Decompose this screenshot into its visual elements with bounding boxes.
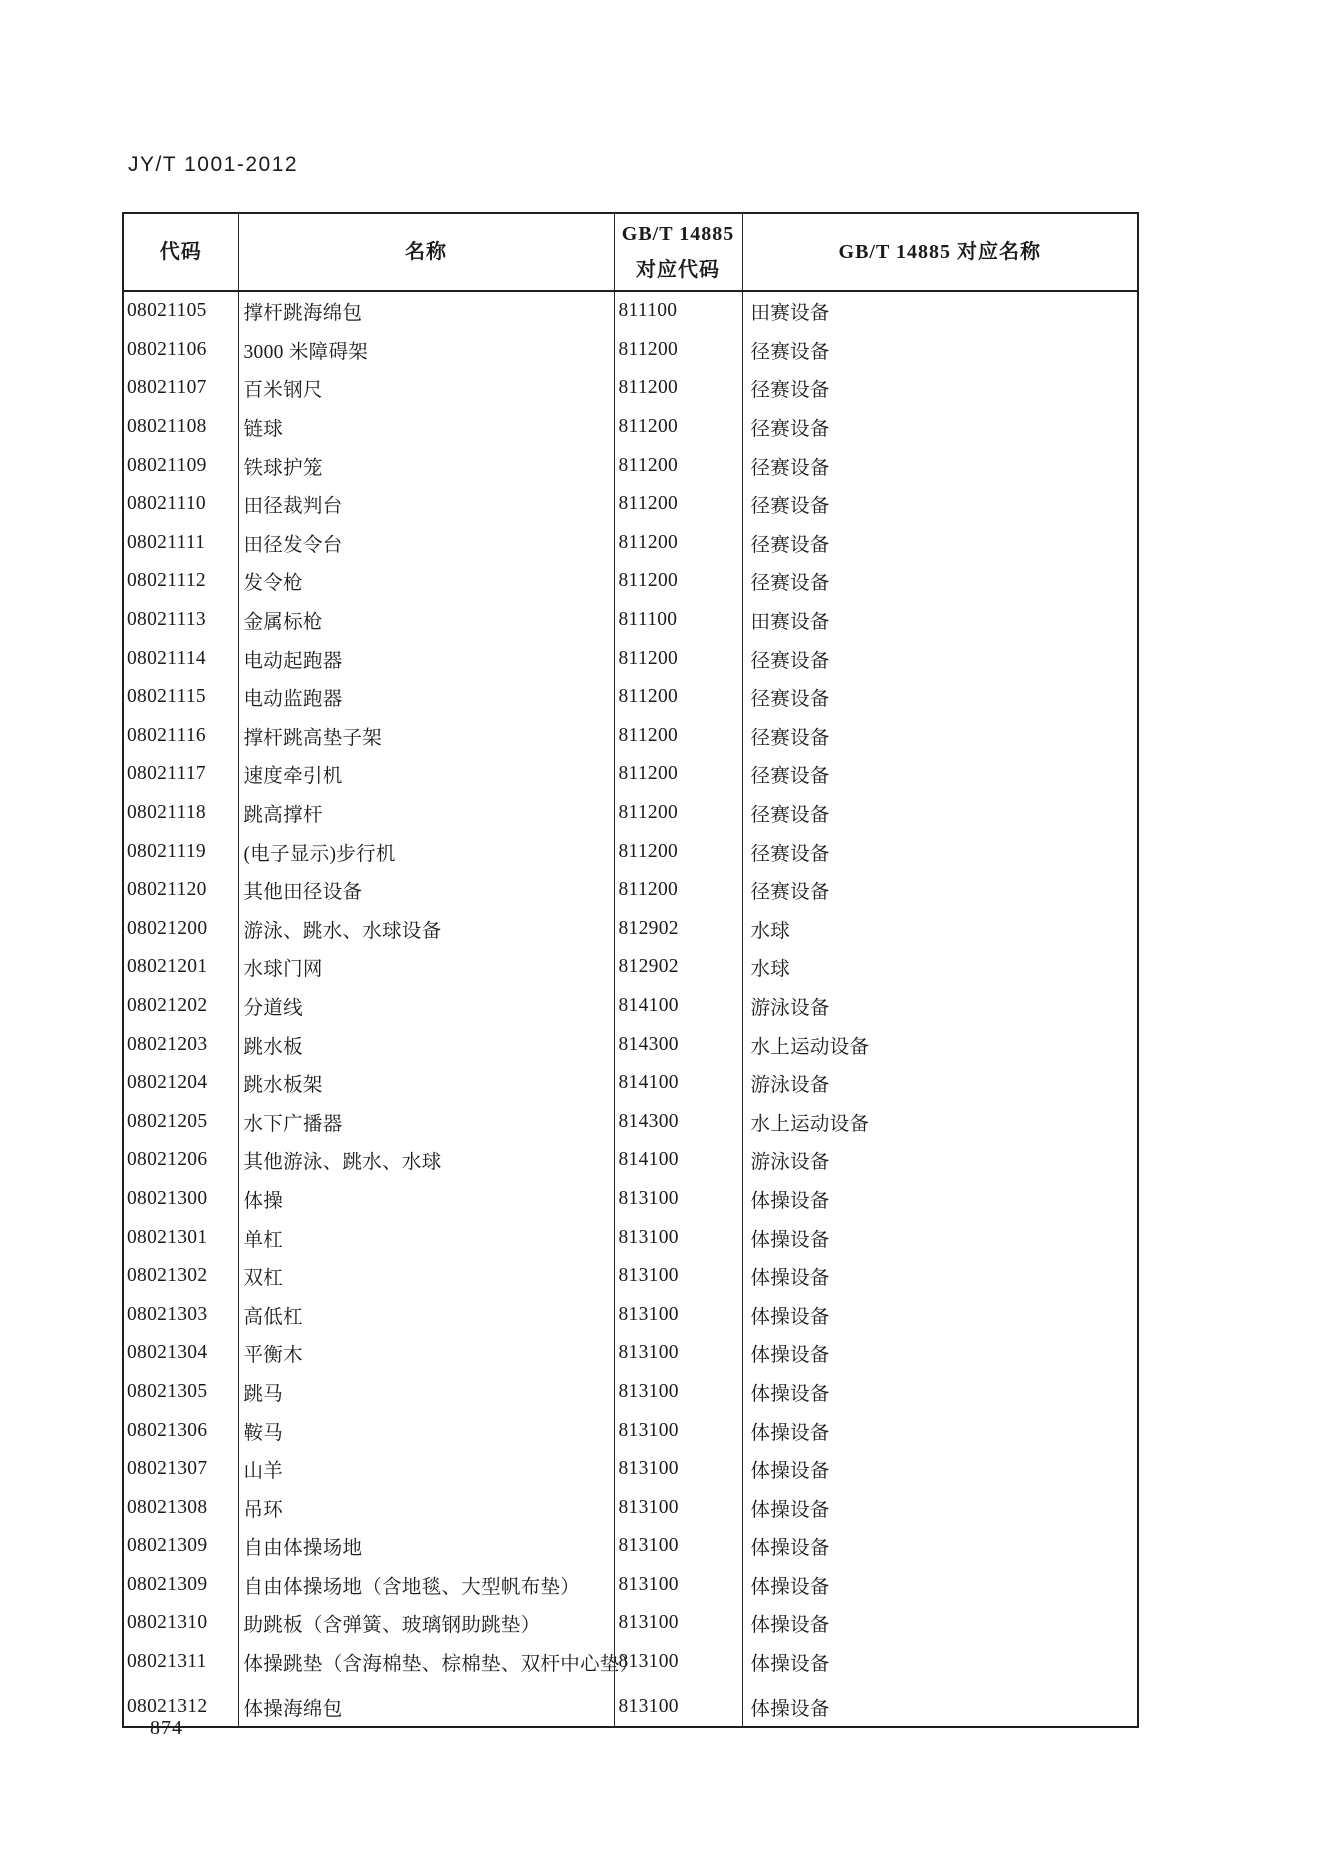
cell-gbt-name: 径赛设备 [742, 832, 1138, 871]
table-row [123, 1257, 1138, 1296]
cell-gbt-code: 813100 [614, 1373, 742, 1412]
cell-gbt-code: 811200 [614, 369, 742, 408]
cell-code: 08021200 [127, 917, 208, 939]
standard-number-title: JY/T 1001-2012 [128, 153, 299, 176]
cell-name: 田径发令台 [238, 524, 614, 563]
cell-name: 分道线 [238, 987, 614, 1026]
table-row [123, 1450, 1138, 1489]
table-row [123, 948, 1138, 987]
table-row [123, 910, 1138, 949]
cell-name: (电子显示)步行机 [238, 832, 614, 871]
table-row [123, 485, 1138, 524]
cell-code: 08021109 [127, 454, 207, 476]
cell-gbt-name: 体操设备 [742, 1257, 1138, 1296]
cell-code: 08021116 [127, 724, 206, 746]
cell-name: 山羊 [238, 1450, 614, 1489]
table-row [123, 871, 1138, 910]
header-gbt-name: GB/T 14885 对应名称 [742, 213, 1138, 291]
cell-name: 助跳板（含弹簧、玻璃钢助跳垫） [238, 1604, 614, 1643]
cell-gbt-code: 811200 [614, 408, 742, 447]
cell-gbt-code: 814300 [614, 1102, 742, 1141]
table-row [123, 1643, 1138, 1688]
cell-name: 链球 [238, 408, 614, 447]
table-row [123, 1604, 1138, 1643]
cell-name: 撑杆跳高垫子架 [238, 717, 614, 756]
cell-gbt-name: 径赛设备 [742, 639, 1138, 678]
cell-name: 平衡木 [238, 1334, 614, 1373]
cell-gbt-code: 811200 [614, 446, 742, 485]
cell-gbt-code: 813100 [614, 1180, 742, 1219]
table-row [123, 1218, 1138, 1257]
cell-gbt-code: 811200 [614, 717, 742, 756]
cell-gbt-code: 812902 [614, 948, 742, 987]
table-row [123, 1527, 1138, 1566]
cell-name: 跳水板 [238, 1025, 614, 1064]
cell-gbt-code: 813100 [614, 1604, 742, 1643]
cell-code: 08021201 [127, 956, 208, 978]
table-row [123, 832, 1138, 871]
cell-name: 体操海绵包 [238, 1687, 614, 1727]
cell-name: 速度牵引机 [238, 755, 614, 794]
cell-code: 08021108 [127, 416, 207, 438]
cell-gbt-code: 812902 [614, 910, 742, 949]
cell-code: 08021114 [127, 647, 206, 669]
cell-gbt-name: 游泳设备 [742, 987, 1138, 1026]
table-row [123, 408, 1138, 447]
cell-code: 08021301 [127, 1226, 208, 1248]
table-row [123, 601, 1138, 640]
cell-gbt-name: 水球 [742, 910, 1138, 949]
cell-gbt-name: 径赛设备 [742, 794, 1138, 833]
cell-gbt-name: 体操设备 [742, 1411, 1138, 1450]
table-row [123, 1102, 1138, 1141]
table-row [123, 1064, 1138, 1103]
cell-name: 水球门网 [238, 948, 614, 987]
cell-code: 08021309 [127, 1573, 208, 1595]
cell-name: 其他田径设备 [238, 871, 614, 910]
cell-gbt-code: 811200 [614, 639, 742, 678]
cell-code: 08021205 [127, 1110, 208, 1132]
cell-name: 高低杠 [238, 1295, 614, 1334]
cell-code: 08021111 [127, 531, 206, 553]
cell-gbt-code: 811200 [614, 794, 742, 833]
cell-name: 吊环 [238, 1488, 614, 1527]
cell-name: 双杠 [238, 1257, 614, 1296]
cell-code: 08021120 [127, 879, 207, 901]
cell-code: 08021110 [127, 493, 206, 515]
cell-gbt-name: 水上运动设备 [742, 1102, 1138, 1141]
cell-gbt-code: 811100 [614, 601, 742, 640]
header-code: 代码 [123, 213, 238, 291]
cell-code: 08021203 [127, 1033, 208, 1055]
cell-name: 电动起跑器 [238, 639, 614, 678]
cell-name: 自由体操场地（含地毯、大型帆布垫） [238, 1566, 614, 1605]
header-gbt-code [614, 213, 742, 291]
cell-code: 08021306 [127, 1419, 208, 1441]
table-row [123, 639, 1138, 678]
cell-gbt-name: 体操设备 [742, 1527, 1138, 1566]
cell-gbt-name: 体操设备 [742, 1334, 1138, 1373]
cell-gbt-code: 811200 [614, 331, 742, 370]
table-row [123, 1488, 1138, 1527]
cell-gbt-code: 814300 [614, 1025, 742, 1064]
cell-gbt-name: 体操设备 [742, 1643, 1138, 1688]
cell-gbt-name: 田赛设备 [742, 601, 1138, 640]
cell-code: 08021107 [127, 377, 207, 399]
table-row [123, 987, 1138, 1026]
cell-gbt-code: 813100 [614, 1411, 742, 1450]
cell-gbt-code: 813100 [614, 1527, 742, 1566]
cell-gbt-name: 径赛设备 [742, 524, 1138, 563]
cell-gbt-name: 径赛设备 [742, 485, 1138, 524]
cell-code: 08021309 [127, 1535, 208, 1557]
cell-gbt-code: 813100 [614, 1643, 742, 1688]
table-row [123, 678, 1138, 717]
table-row [123, 446, 1138, 485]
cell-gbt-code: 814100 [614, 1064, 742, 1103]
cell-name: 体操 [238, 1180, 614, 1219]
table-row [123, 794, 1138, 833]
cell-gbt-name: 体操设备 [742, 1180, 1138, 1219]
code-mapping-table [122, 212, 1139, 1728]
table-row [123, 1180, 1138, 1219]
cell-gbt-name: 径赛设备 [742, 871, 1138, 910]
table-row [123, 1687, 1138, 1727]
cell-name: 撑杆跳海绵包 [238, 291, 614, 331]
cell-code: 08021307 [127, 1458, 208, 1480]
table-row [123, 331, 1138, 370]
cell-code: 08021202 [127, 994, 208, 1016]
cell-code: 08021117 [127, 763, 206, 785]
cell-gbt-code: 813100 [614, 1295, 742, 1334]
cell-name: 3000 米障碍架 [238, 331, 614, 370]
table-row [123, 291, 1138, 331]
cell-gbt-name: 体操设备 [742, 1566, 1138, 1605]
header-row [123, 213, 1138, 291]
cell-gbt-name: 径赛设备 [742, 755, 1138, 794]
cell-gbt-name: 田赛设备 [742, 291, 1138, 331]
cell-gbt-code: 811200 [614, 755, 742, 794]
cell-gbt-code: 811200 [614, 871, 742, 910]
header-gbt-code-line2: 对应代码 [636, 259, 720, 281]
cell-code: 08021302 [127, 1265, 208, 1287]
cell-gbt-code: 814100 [614, 1141, 742, 1180]
cell-name: 体操跳垫（含海棉垫、棕棉垫、双杆中心垫） [238, 1643, 614, 1688]
cell-gbt-code: 811100 [614, 291, 742, 331]
cell-code: 08021300 [127, 1187, 208, 1209]
table-row [123, 1141, 1138, 1180]
cell-gbt-name: 径赛设备 [742, 369, 1138, 408]
cell-gbt-name: 径赛设备 [742, 678, 1138, 717]
cell-code: 08021115 [127, 686, 206, 708]
header-gbt-code-line1: GB/T 14885 [621, 223, 735, 245]
cell-gbt-code: 813100 [614, 1218, 742, 1257]
cell-gbt-name: 体操设备 [742, 1373, 1138, 1412]
cell-gbt-code: 813100 [614, 1450, 742, 1489]
cell-name: 游泳、跳水、水球设备 [238, 910, 614, 949]
cell-code: 08021106 [127, 338, 207, 360]
header-name: 名称 [238, 213, 614, 291]
cell-name: 水下广播器 [238, 1102, 614, 1141]
cell-gbt-name: 径赛设备 [742, 408, 1138, 447]
table-row [123, 717, 1138, 756]
cell-gbt-name: 游泳设备 [742, 1141, 1138, 1180]
cell-gbt-code: 811200 [614, 678, 742, 717]
cell-name: 田径裁判台 [238, 485, 614, 524]
cell-code: 08021305 [127, 1380, 208, 1402]
table-row [123, 1373, 1138, 1412]
cell-code: 08021119 [127, 840, 206, 862]
table-body [123, 291, 1138, 1727]
cell-gbt-code: 811200 [614, 562, 742, 601]
table-row [123, 562, 1138, 601]
page-number: 874 [150, 1717, 183, 1739]
table-row [123, 1025, 1138, 1064]
cell-name: 鞍马 [238, 1411, 614, 1450]
cell-name: 其他游泳、跳水、水球 [238, 1141, 614, 1180]
cell-gbt-code: 813100 [614, 1257, 742, 1296]
cell-name: 单杠 [238, 1218, 614, 1257]
cell-gbt-name: 体操设备 [742, 1450, 1138, 1489]
table-row [123, 1295, 1138, 1334]
table-row [123, 1566, 1138, 1605]
cell-code: 08021105 [127, 300, 207, 322]
cell-code: 08021204 [127, 1072, 208, 1094]
cell-code: 08021113 [127, 609, 206, 631]
cell-gbt-name: 体操设备 [742, 1488, 1138, 1527]
cell-name: 电动监跑器 [238, 678, 614, 717]
cell-gbt-code: 813100 [614, 1566, 742, 1605]
cell-gbt-name: 水球 [742, 948, 1138, 987]
cell-gbt-name: 径赛设备 [742, 446, 1138, 485]
cell-name: 发令枪 [238, 562, 614, 601]
cell-code: 08021311 [127, 1651, 207, 1673]
table-row [123, 369, 1138, 408]
cell-gbt-name: 径赛设备 [742, 562, 1138, 601]
cell-gbt-name: 体操设备 [742, 1604, 1138, 1643]
cell-gbt-name: 体操设备 [742, 1218, 1138, 1257]
cell-code: 08021206 [127, 1149, 208, 1171]
table-row [123, 524, 1138, 563]
cell-gbt-name: 径赛设备 [742, 331, 1138, 370]
cell-code: 08021308 [127, 1496, 208, 1518]
table-row [123, 755, 1138, 794]
cell-gbt-name: 体操设备 [742, 1687, 1138, 1727]
table-row [123, 1411, 1138, 1450]
cell-gbt-code: 813100 [614, 1687, 742, 1727]
cell-gbt-code: 813100 [614, 1334, 742, 1373]
cell-gbt-code: 811200 [614, 485, 742, 524]
cell-name: 跳水板架 [238, 1064, 614, 1103]
cell-name: 百米钢尺 [238, 369, 614, 408]
cell-code: 08021112 [127, 570, 206, 592]
cell-name: 跳高撑杆 [238, 794, 614, 833]
cell-gbt-code: 811200 [614, 832, 742, 871]
cell-name: 金属标枪 [238, 601, 614, 640]
cell-code: 08021310 [127, 1612, 208, 1634]
cell-gbt-name: 游泳设备 [742, 1064, 1138, 1103]
cell-gbt-code: 814100 [614, 987, 742, 1026]
cell-gbt-name: 体操设备 [742, 1295, 1138, 1334]
cell-name: 自由体操场地 [238, 1527, 614, 1566]
cell-code: 08021312 [127, 1695, 208, 1717]
cell-gbt-name: 水上运动设备 [742, 1025, 1138, 1064]
cell-name: 铁球护笼 [238, 446, 614, 485]
cell-code: 08021303 [127, 1303, 208, 1325]
table-header [123, 213, 1138, 291]
cell-code: 08021118 [127, 802, 206, 824]
cell-code: 08021304 [127, 1342, 208, 1364]
cell-name: 跳马 [238, 1373, 614, 1412]
cell-gbt-code: 811200 [614, 524, 742, 563]
cell-gbt-code: 813100 [614, 1488, 742, 1527]
table-row [123, 1334, 1138, 1373]
cell-gbt-name: 径赛设备 [742, 717, 1138, 756]
